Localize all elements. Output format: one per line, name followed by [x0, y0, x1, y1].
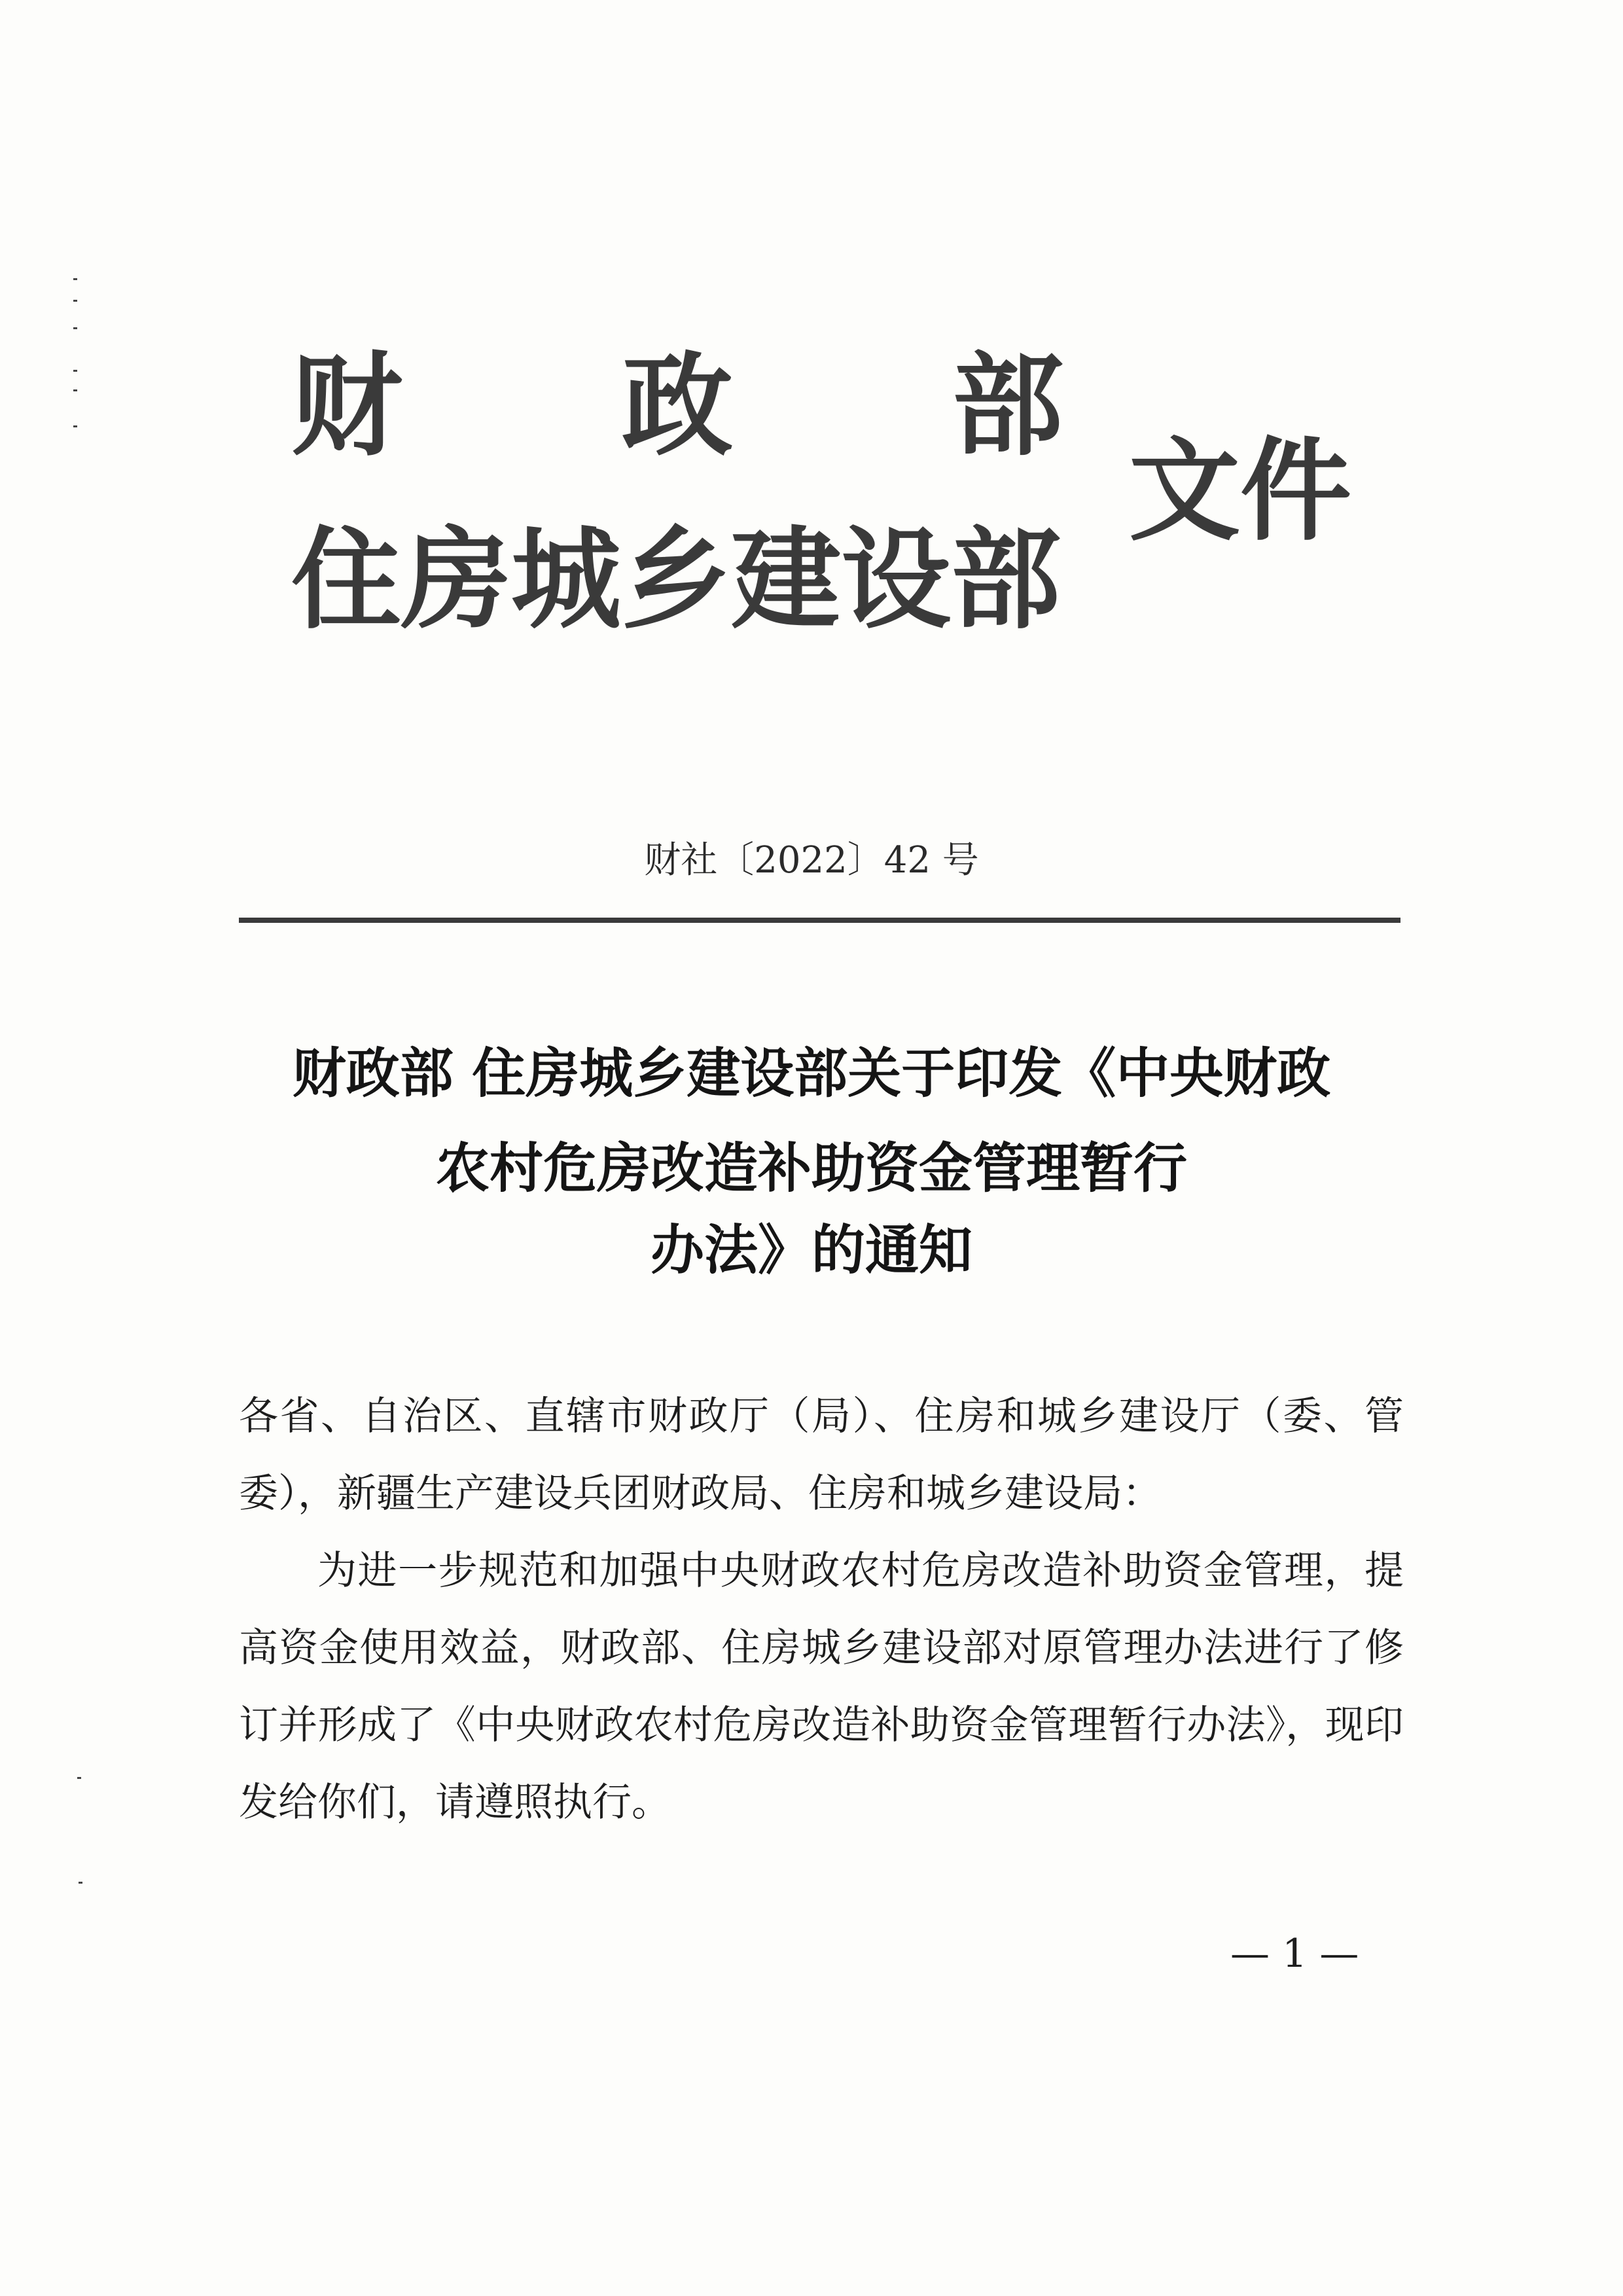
scan-speck [73, 389, 77, 391]
issuer-char: 财 [291, 340, 403, 471]
document-type-label: 文件 [1129, 425, 1352, 556]
issuer-char: 政 [621, 340, 733, 471]
scan-speck [73, 300, 77, 302]
scan-speck [73, 278, 77, 280]
header-divider [239, 918, 1400, 923]
salutation [239, 1378, 1404, 1532]
page-number: — 1 — [1230, 1931, 1359, 1977]
scan-speck [73, 425, 77, 427]
scan-speck [77, 1777, 81, 1779]
issuer-ministry-of-finance [291, 340, 1063, 471]
document-number: 财社〔2022〕42 号 [644, 839, 979, 882]
issuer-ministry-of-housing: 住房城乡建设部 [291, 514, 1061, 644]
scan-speck [73, 327, 77, 329]
scan-speck [79, 1882, 82, 1884]
salutation-text: 各省、自治区、直辖市财政厅（局）、住房和城乡建设厅（委、管委），新疆生产建设兵团财政局、住房和城乡建设局： [239, 1393, 1404, 1516]
document-title-line-1: 财政部 住房城乡建设部关于印发《中央财政 [292, 1042, 1331, 1105]
body-paragraph [239, 1532, 1404, 1841]
scan-speck [73, 370, 77, 372]
document-title-line-2: 农村危房改造补助资金管理暂行 [435, 1137, 1187, 1200]
document-title-line-3: 办法》的通知 [650, 1219, 972, 1282]
body-paragraph-text: 为进一步规范和加强中央财政农村危房改造补助资金管理，提高资金使用效益，财政部、住房城乡建设部对原管理办法进行了修订并形成了《中央财政农村危房改造补助资金管理暂行办法》，现印发给你们，请遵照执行。 [239, 1548, 1404, 1825]
issuer-char: 部 [952, 340, 1063, 471]
